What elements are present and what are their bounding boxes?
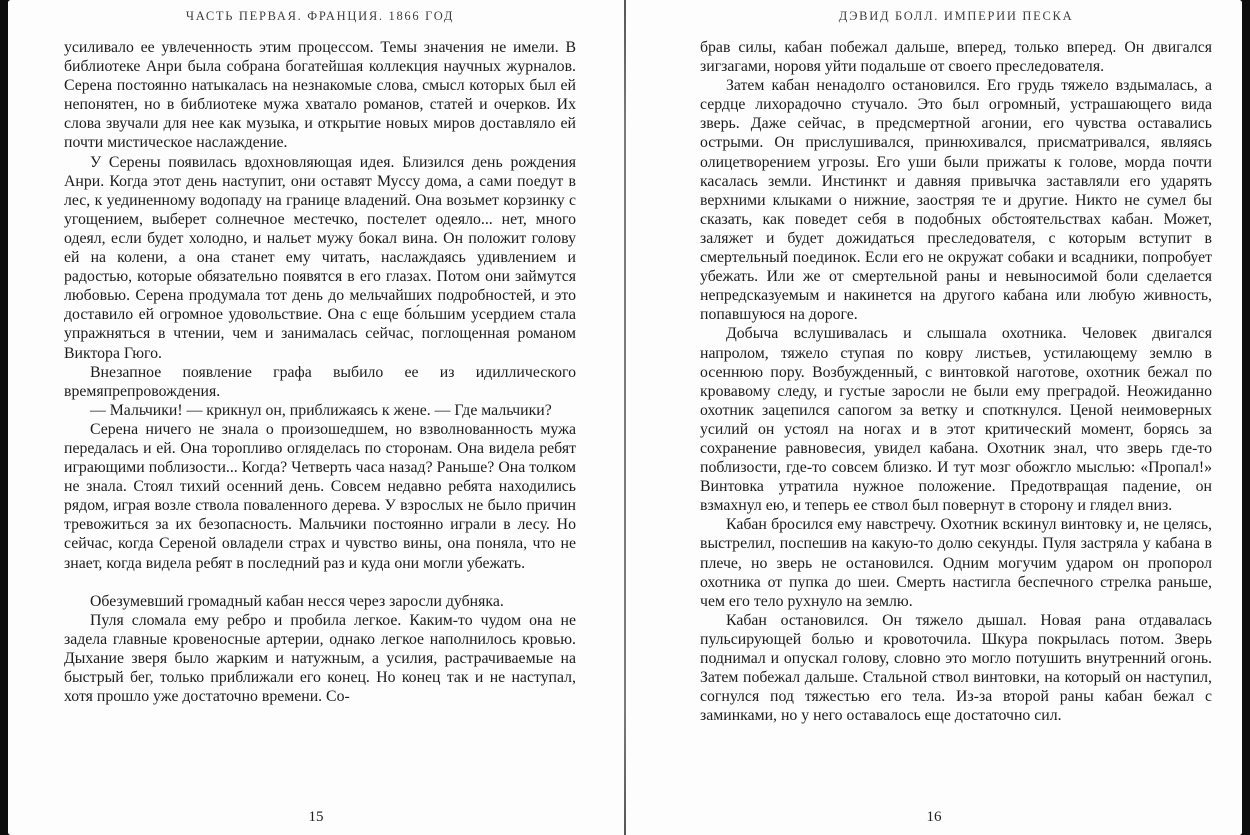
paragraph: усиливало ее увлеченность этим процессом. Темы значения не имели. В библиотеке Анри была собрана богатейшая коллекция научных журналов. Серена постоянно натыкалась на незнакомые слова, смысл которых был ей непонятен, но в библиотеке мужа хватало романов, статей и очерков. Их слова звучали для нее как музыка, и открытие новых миров доставляло ей почти мистическое наслаждение. [64, 39, 576, 152]
left-page [8, 0, 624, 835]
screen-edge-right [1242, 0, 1250, 835]
paragraph: У Серены появилась вдохновляющая идея. Близился день рождения Анри. Когда этот день наступит, они оставят Муссу дома, а сами поедут в лес, к уединенному водопаду на границе владений. Она возьмет корзинку с угощением, выберет солнечное местечко, постелет одеяло... нет, много одеял, если будет холодно, и нальет мужу бокал вина. Он положит голову ей на колени, а она станет ему читать, наслаждаясь удивлением и радостью, которые обязательно появятся в его глазах. Потом они займутся любовью. Серена продумала тот день до мельчайших подробностей, и это доставило ей огромное удовольствие. Она с еще бо́льшим усердием стала упражняться в чтении, чем и занималась сейчас, поглощенная романом Виктора Гюго. [64, 153, 576, 362]
paragraph: Кабан остановился. Он тяжело дышал. Новая рана отдавалась пульсирующей болью и кровоточила. Шкура покрылась потом. Зверь поднимал и опускал голову, словно это могло потушить внутренний огонь. Затем побежал дальше. Стальной ствол винтовки, на который он наступил, согнулся под тяжестью его тела. Из-за второй раны кабан бежал с заминками, но у него оставалось еще достаточно сил. [700, 611, 1212, 725]
book-spread [8, 0, 1242, 835]
paragraph: Пуля сломала ему ребро и пробила легкое. Каким-то чудом она не задела главные кровеносные артерии, однако легкое наполнилось кровью. Дыхание зверя было жарким и натужным, а усилия, растрачиваемые на быстрый бег, только приближали его конец. Но конец так и не наступал, хотя прошло уже достаточно времени. Со- [64, 611, 576, 706]
paragraph: Кабан бросился ему навстречу. Охотник вскинул винтовку и, не целясь, выстрелил, поспешив на какую-то долю секунды. Пуля застряла у кабана в плече, но зверь не остановился. Одним могучим ударом он пропорол охотника от пупка до шеи. Смерть настигла беспечного стрелка раньше, чем его тело рухнуло на землю. [700, 516, 1212, 610]
paragraph: Обезумевший громадный кабан несся через заросли дубняка. [90, 592, 504, 610]
left-text-column [64, 38, 576, 798]
right-running-head: ДЭВИД БОЛЛ. ИМПЕРИИ ПЕСКА [838, 9, 1074, 23]
paragraph: Серена ничего не знала о произошедшем, но взволнованность мужа передалась и ей. Она торопливо огляделась по сторонам. Она видела ребят играющими поблизости... Когда? Четверть часа назад? Раньше? Она толком не знала. Стоял тихий осенний день. Совсем недавно ребята находились рядом, играя возле ствола поваленного дерева. У взрослых не было причин тревожиться за их безопасность. Мальчики постоянно играли в лесу. Но сейчас, когда Сереной овладели страх и чувство вины, она поняла, что не знает, когда видела ребят в последний раз и куда они могли убежать. [64, 420, 576, 572]
paragraph: — Мальчики! — крикнул он, приближаясь к жене. — Где мальчики? [90, 401, 552, 419]
right-page-number: 16 [926, 809, 942, 825]
right-page [626, 0, 1242, 835]
screen-edge-left [0, 0, 8, 835]
left-page-number: 15 [308, 809, 324, 825]
paragraph: брав силы, кабан побежал дальше, вперед, только вперед. Он двигался зигзагами, норовя уйти подальше от своего преследователя. [700, 39, 1212, 76]
paragraph: Затем кабан ненадолго остановился. Его грудь тяжело вздымалась, а сердце лихорадочно стучало. Это был огромный, устрашающего вида зверь. Даже сейчас, в предсмертной агонии, его чувства оставались острыми. Он прислушивался, принюхивался, присматривался, являясь олицетворением угрозы. Его уши были прижаты к голове, морда почти касалась земли. Инстинкт и давняя привычка заставляли его ударять верхними клыками о нижние, заостряя те и другие. Никто не сумел бы сказать, как поведет себя в подобных обстоятельствах кабан. Может, заляжет и будет дожидаться преследователя, с которым вступит в смертельный поединок. Если его не окружат собаки и всадники, попробует убежать. Или же от смертельной раны и невыносимой боли сделается непредсказуемым и накинется на другого кабана или любую живность, попавшуюся на дороге. [700, 77, 1212, 324]
left-running-head: ЧАСТЬ ПЕРВАЯ. ФРАНЦИЯ. 1866 ГОД [185, 9, 455, 23]
paragraph: Добыча вслушивалась и слышала охотника. Человек двигался напролом, тяжело ступая по ковру листьев, устилающему землю в осеннюю пору. Возбужденный, с винтовкой наготове, охотник бежал по кровавому следу, и густые заросли не были ему преградой. Неожиданно охотник зацепился сапогом за ветку и споткнулся. Ценой неимоверных усилий он устоял на ногах и в этот критический момент, борясь за сохранение равновесия, увидел кабана. Охотник знал, что зверь где-то поблизости, где-то совсем близко. И тут мозг обожгло мыслью: «Пропал!» Винтовка утратила нужное положение. Предотвращая падение, он взмахнул ею, и теперь ее ствол был повернут в сторону и глядел вниз. [700, 325, 1212, 515]
right-text-column [700, 38, 1212, 798]
paragraph: Внезапное появление графа выбило ее из идиллического времяпрепровождения. [64, 363, 576, 400]
